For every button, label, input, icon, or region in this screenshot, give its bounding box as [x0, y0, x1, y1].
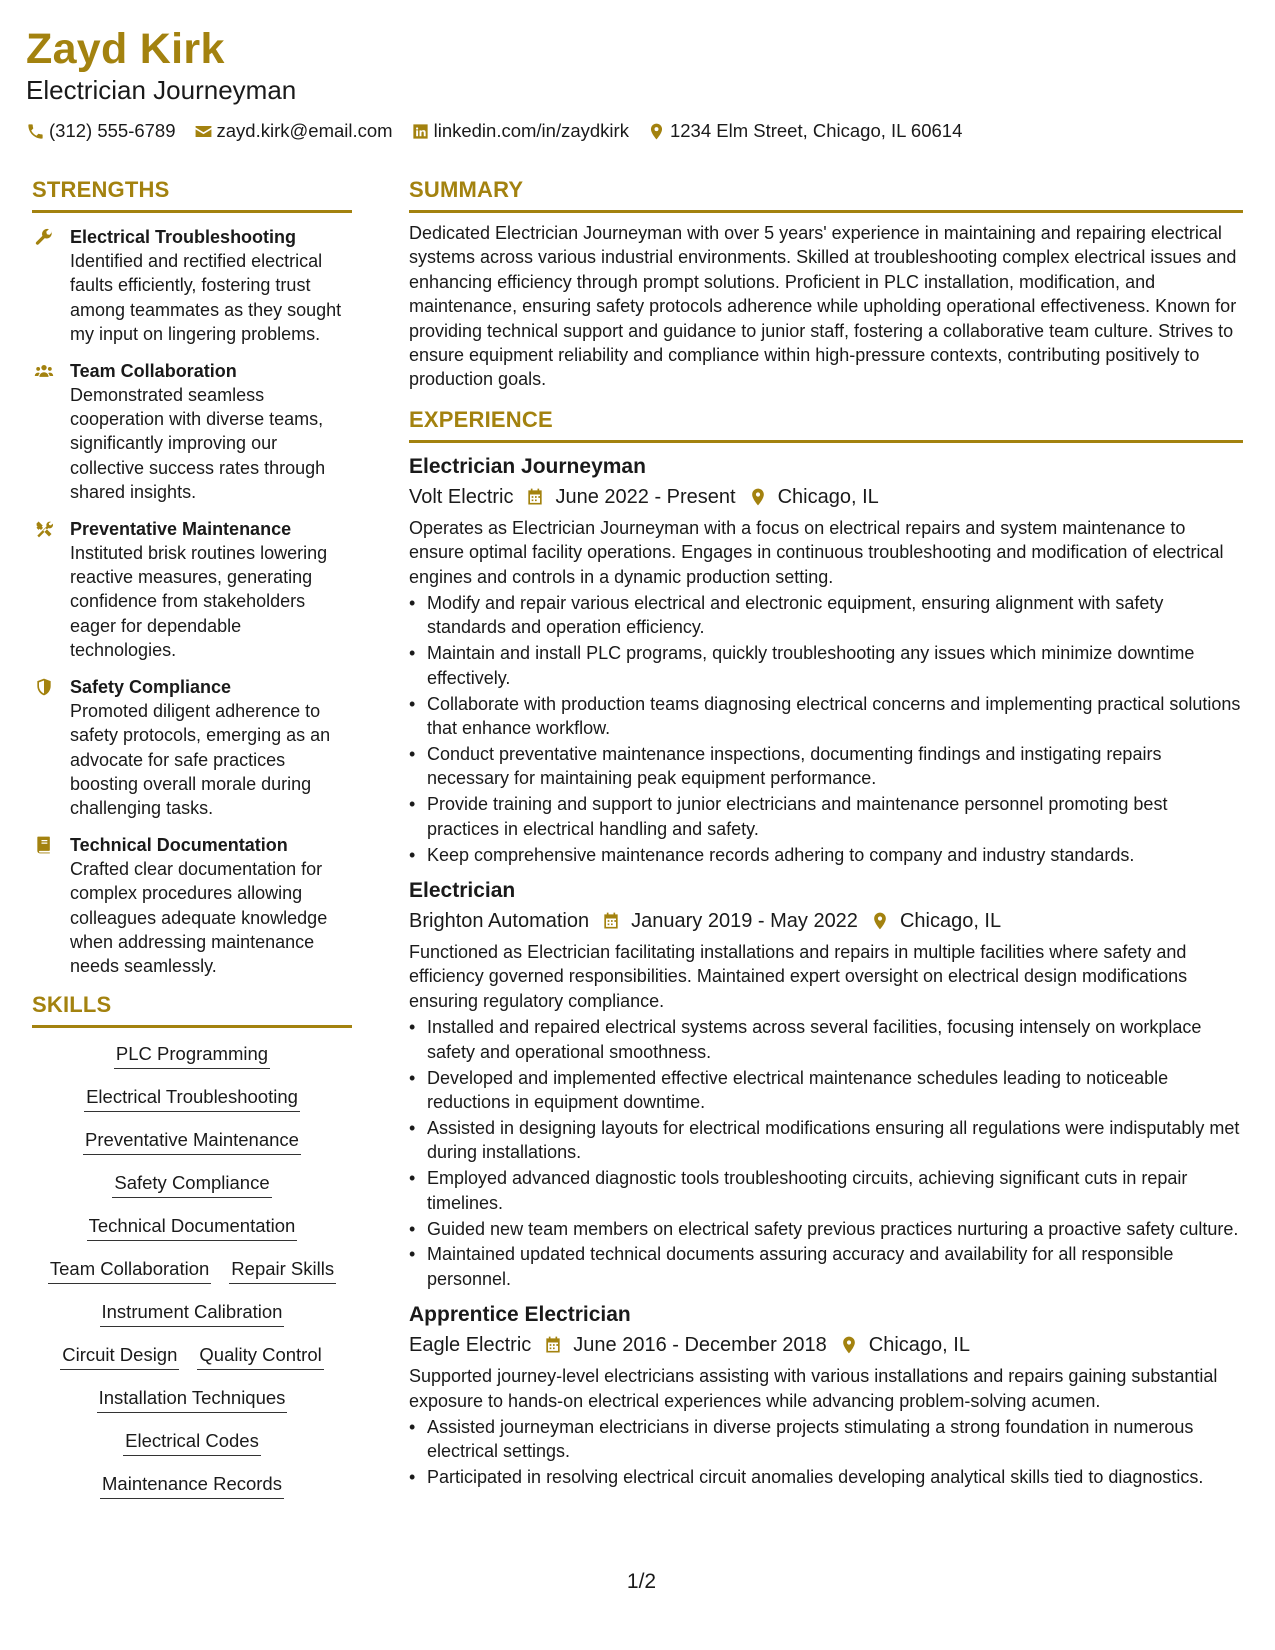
job-description: Supported journey-level electricians assisting with various installations and repairs gaining substantial exposure to hands-on electrical experiences while advancing problem-solving acumen. [409, 1366, 1218, 1411]
skill-tag: Instrument Calibration [100, 1300, 285, 1327]
book-icon [34, 835, 54, 855]
skill-tag: Technical Documentation [87, 1214, 298, 1241]
bullet-item: • Developed and implemented effective electrical maintenance schedules leading to noticeable reductions in equipment downtime. [409, 1066, 1243, 1115]
left-column [32, 176, 352, 1499]
contact-email[interactable] [194, 120, 393, 142]
skill-tag: Electrical Codes [123, 1429, 261, 1456]
resume-header [26, 24, 980, 142]
bullet-item: • Employed advanced diagnostic tools troubleshooting circuits, achieving significant cuts in repair timelines. [409, 1166, 1243, 1215]
skill-tag: Safety Compliance [112, 1171, 271, 1198]
job-description: Operates as Electrician Journeyman with a focus on electrical repairs and system maintenance to ensure optimal facility operations. Engages in continuous troubleshooting and modification of electrical engines and controls in a dynamic production setting. [409, 517, 1224, 587]
section-divider [409, 440, 1243, 443]
linkedin-text[interactable]: linkedin.com/in/zaydkirk [433, 120, 629, 141]
strength-title: Team Collaboration [70, 360, 237, 381]
candidate-role: Electrician Journeyman [26, 75, 297, 105]
page-number-text: 1/2 [626, 1570, 657, 1593]
map-pin-icon [647, 122, 666, 141]
bullet-item: • Collaborate with production teams diagnosing electrical concerns and implementing practical solutions that enhance workflow. [409, 692, 1243, 741]
skills-heading: SKILLS [32, 991, 112, 1017]
contact-phone [26, 120, 176, 142]
phone-text: (312) 555-6789 [49, 120, 176, 141]
summary-text: Dedicated Electrician Journeyman with over 5 years' experience in maintaining and repairing electrical systems across various industrial environments. Skilled at troubleshooting complex electrical issues and enhancing efficiency through prompt solutions. Proficient in PLC installation, modification, and maintenance, ensuring safety protocols adherence while upholding operational effectiveness. Known for providing technical support and guidance to junior staff, fostering a collaborative team culture. Strives to ensure equipment reliability and compliance within high-pressure contexts, contributing positively to production goals. [409, 223, 1237, 390]
job-location: Chicago, IL [899, 910, 1002, 933]
job-meta [409, 906, 1243, 936]
skill-tag: Maintenance Records [100, 1472, 284, 1499]
company-name: Eagle Electric [409, 1334, 532, 1357]
contact-bar [26, 120, 980, 142]
map-pin-icon [748, 487, 768, 507]
section-divider [32, 1025, 352, 1028]
bullet-item: • Participated in resolving electrical circuit anomalies developing analytical skills tied to diagnostics. [409, 1465, 1243, 1489]
users-icon [34, 361, 54, 381]
skill-tag: PLC Programming [114, 1042, 270, 1069]
job-title: Electrician [409, 879, 516, 903]
strength-title: Technical Documentation [70, 834, 288, 855]
job-entry [409, 877, 1243, 1291]
strength-desc: Promoted diligent adherence to safety protocols, emerging as an advocate for safe practices boosting overall morale during challenging tasks. [70, 700, 331, 819]
strength-item [32, 833, 352, 979]
skill-tag: Electrical Troubleshooting [84, 1085, 300, 1112]
job-entry [409, 1301, 1243, 1490]
company-name: Brighton Automation [409, 910, 590, 933]
skills-section [32, 991, 352, 1499]
job-dates: June 2016 - December 2018 [573, 1334, 827, 1357]
strength-title: Safety Compliance [70, 676, 232, 697]
bullet-item: • Maintained updated technical documents assuring accuracy and availability for all responsible personnel. [409, 1242, 1243, 1291]
envelope-icon [194, 122, 213, 141]
contact-linkedin[interactable] [411, 120, 629, 142]
bullet-item: • Maintain and install PLC programs, quickly troubleshooting any issues which minimize downtime effectively. [409, 641, 1243, 690]
bullet-item: • Guided new team members on electrical safety previous practices nurturing a proactive safety culture. [409, 1217, 1243, 1241]
skill-tag: Team Collaboration [48, 1257, 211, 1284]
strength-desc: Instituted brisk routines lowering reactive measures, generating confidence from stakeholders eager for dependable technologies. [70, 542, 328, 661]
phone-icon [26, 122, 45, 141]
strength-desc: Demonstrated seamless cooperation with diverse teams, significantly improving our collective success rates through shared insights. [70, 384, 326, 503]
section-divider [32, 210, 352, 213]
linkedin-icon [411, 122, 430, 141]
map-pin-icon [839, 1335, 859, 1355]
bullet-item: • Provide training and support to junior electricians and maintenance personnel promoting best practices in electrical handling and safety. [409, 792, 1243, 841]
strength-item [32, 675, 352, 821]
skill-tag: Repair Skills [229, 1257, 336, 1284]
job-title: Apprentice Electrician [409, 1303, 631, 1327]
calendar-icon [525, 487, 545, 507]
email-text[interactable]: zayd.kirk@email.com [216, 120, 393, 141]
strength-item [32, 517, 352, 663]
calendar-icon [601, 911, 621, 931]
job-location: Chicago, IL [777, 485, 879, 508]
experience-heading: EXPERIENCE [409, 406, 553, 432]
job-dates: January 2019 - May 2022 [631, 910, 858, 933]
job-bullets [409, 1015, 1243, 1291]
shield-icon [34, 677, 54, 697]
experience-section [409, 406, 1243, 1490]
wrench-icon [34, 227, 54, 247]
bullet-item: • Assisted journeyman electricians in diverse projects stimulating a strong foundation in numerous electrical settings. [409, 1415, 1243, 1464]
contact-address [647, 120, 962, 142]
job-location: Chicago, IL [868, 1334, 970, 1357]
skill-tag: Preventative Maintenance [83, 1128, 301, 1155]
strength-desc: Identified and rectified electrical faults efficiently, fostering trust among teammates as they sought my input on lingering problems. [70, 251, 342, 345]
skill-tag: Installation Techniques [97, 1386, 288, 1413]
job-bullets [409, 1415, 1243, 1490]
job-dates: June 2022 - Present [555, 485, 736, 508]
skill-tag: Quality Control [197, 1343, 323, 1370]
company-name: Volt Electric [409, 485, 514, 508]
job-meta [409, 482, 1243, 512]
bullet-item: • Installed and repaired electrical systems across several facilities, focusing intensely on workplace safety and operational smoothness. [409, 1015, 1243, 1064]
job-meta [409, 1330, 1243, 1360]
strengths-heading: STRENGTHS [32, 177, 170, 202]
job-title: Electrician Journeyman [409, 454, 646, 478]
strengths-section [32, 176, 352, 979]
page-number [0, 1570, 1275, 1594]
summary-heading: SUMMARY [409, 177, 524, 202]
bullet-item: • Modify and repair various electrical and electronic equipment, ensuring alignment with safety standards and operation efficiency. [409, 591, 1243, 640]
bullet-item: • Keep comprehensive maintenance records adhering to company and industry standards. [409, 843, 1243, 867]
strength-item [32, 225, 352, 347]
calendar-icon [543, 1335, 563, 1355]
candidate-name: Zayd Kirk [26, 25, 225, 73]
tools-icon [34, 519, 54, 539]
address-text: 1234 Elm Street, Chicago, IL 60614 [669, 120, 963, 141]
strength-title: Electrical Troubleshooting [70, 227, 297, 247]
job-entry [409, 453, 1243, 867]
strength-title: Preventative Maintenance [70, 518, 292, 539]
section-divider [409, 210, 1243, 213]
job-bullets [409, 591, 1243, 867]
skill-tag: Circuit Design [60, 1343, 179, 1370]
summary-section [409, 176, 1243, 392]
job-description: Functioned as Electrician facilitating installations and repairs in multiple facilities where safety and efficiency governed responsibilities. Maintained expert oversight on electrical design modifications ensuring regulatory compliance. [409, 942, 1188, 1011]
map-pin-icon [870, 911, 890, 931]
strength-item [32, 359, 352, 505]
bullet-item: • Conduct preventative maintenance inspections, documenting findings and instigating repairs necessary for maintaining peak equipment performance. [409, 742, 1243, 791]
right-column [409, 176, 1243, 1491]
strength-desc: Crafted clear documentation for complex procedures allowing colleagues adequate knowledge when addressing maintenance needs seamlessly. [70, 858, 328, 977]
bullet-item: • Assisted in designing layouts for electrical modifications ensuring all regulations were indisputably met during installations. [409, 1116, 1243, 1165]
